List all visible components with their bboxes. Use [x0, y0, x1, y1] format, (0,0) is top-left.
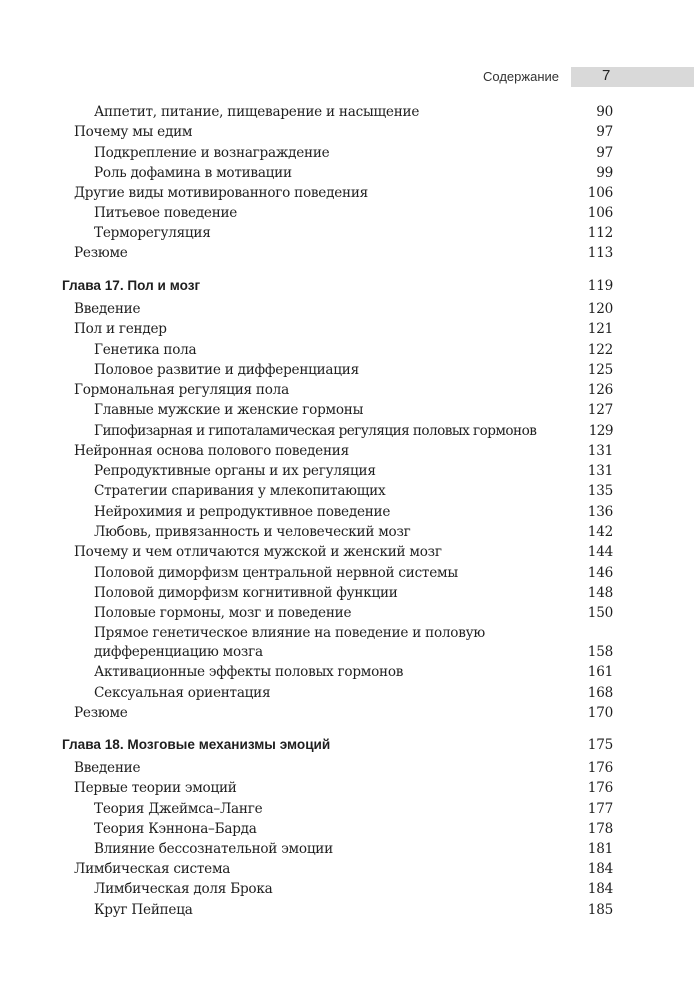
toc-entry-title: Роль дофамина в мотивации: [94, 165, 292, 181]
toc-entry-page: 97: [596, 124, 613, 140]
chapter-title: Глава 18. Мозговые механизмы эмоций: [62, 737, 331, 752]
toc-entry: [0, 461, 694, 481]
toc-entry-page: 112: [587, 225, 613, 241]
toc-entry-title: дифференциацию мозга: [94, 644, 263, 660]
toc-entry: [0, 400, 694, 420]
toc-entry-page: 99: [596, 165, 613, 181]
toc-entry: [0, 839, 694, 859]
toc-entry-page: 184: [587, 861, 613, 877]
toc-entry: [0, 603, 694, 623]
toc-entry-title: Подкрепление и вознаграждение: [94, 145, 330, 161]
toc-entry-page: 168: [587, 685, 613, 701]
toc-entry-title: Круг Пейпеца: [94, 902, 193, 918]
toc-entry-title: Гипофизарная и гипоталамическая регуляция половых гормонов: [94, 423, 537, 439]
toc-entry: [0, 340, 694, 360]
toc-entry-page: 144: [587, 544, 613, 560]
chapter-heading: [0, 276, 694, 296]
toc-entry-title: Активационные эффекты половых гормонов: [94, 664, 404, 680]
toc-entry-page: 97: [596, 145, 613, 161]
toc-entry: [0, 243, 694, 263]
toc-entry: [0, 143, 694, 163]
running-header-title: Содержание: [483, 69, 559, 84]
toc-entry-title: Питьевое поведение: [94, 205, 238, 221]
toc-entry: [0, 522, 694, 542]
toc-entry-page: 181: [587, 841, 613, 857]
toc-entry-title: Аппетит, питание, пищеварение и насыщение: [94, 104, 420, 120]
toc-entry-title: Главные мужские и женские гормоны: [94, 402, 364, 418]
toc-entry-page: 176: [587, 780, 613, 796]
toc-entry: [0, 319, 694, 339]
toc-entry-title: Прямое генетическое влияние на поведение и половую: [94, 625, 485, 641]
toc-entry-page: 150: [587, 605, 613, 621]
toc-entry: [0, 778, 694, 798]
toc-entry: [0, 441, 694, 461]
toc-entry-page: 185: [587, 902, 613, 918]
toc-entry: [0, 799, 694, 819]
chapter-heading: [0, 735, 694, 755]
toc-entry-page: 184: [587, 881, 613, 897]
toc-entry: [0, 879, 694, 899]
toc-entry-title: Первые теории эмоций: [74, 780, 237, 796]
toc-entry-title: Половой диморфизм когнитивной функции: [94, 585, 398, 601]
toc-entry-title: Влияние бессознательной эмоции: [94, 841, 333, 857]
toc-entry: [0, 859, 694, 879]
toc-entry-title: Терморегуляция: [94, 225, 211, 241]
toc-entry: [0, 703, 694, 723]
toc-entry: [0, 203, 694, 223]
toc-entry-title: Теория Кэннона–Барда: [94, 821, 257, 837]
page-number-bar: [571, 67, 694, 87]
toc-entry: [0, 502, 694, 522]
toc-entry-title: Генетика пола: [94, 342, 197, 358]
toc-entry-page: 122: [587, 342, 613, 358]
toc-entry-page: 127: [587, 402, 613, 418]
toc-entry: [0, 299, 694, 319]
toc-entry-page: 161: [587, 664, 613, 680]
toc-entry: [0, 122, 694, 142]
toc-entry: [0, 163, 694, 183]
toc-entry-page: 136: [587, 504, 613, 520]
toc-entry-page: 177: [587, 801, 613, 817]
toc-entry-title: Нейронная основа полового поведения: [74, 443, 349, 459]
toc-entry-page: 158: [587, 644, 613, 660]
toc-entry: [0, 563, 694, 583]
toc-entry-title: Почему мы едим: [74, 124, 193, 140]
toc-entry: [0, 819, 694, 839]
toc-entry: [0, 102, 694, 122]
toc-entry-title: Нейрохимия и репродуктивное поведение: [94, 504, 391, 520]
toc-entry-title: Введение: [74, 301, 141, 317]
toc-entry-page: 131: [587, 463, 613, 479]
toc-entry: [0, 758, 694, 778]
toc-entry-title: Половое развитие и дифференциация: [94, 362, 359, 378]
toc-entry-page: 135: [587, 483, 613, 499]
toc-entry-page: 113: [587, 245, 613, 261]
toc-entry-title: Любовь, привязанность и человеческий мозг: [94, 524, 411, 540]
toc-entry: [0, 421, 694, 441]
toc-entry-title: Половой диморфизм центральной нервной системы: [94, 565, 458, 581]
toc-entry-title: Почему и чем отличаются мужской и женский мозг: [74, 544, 442, 560]
page-number: 7: [602, 67, 611, 84]
toc-entry-page: 121: [587, 321, 613, 337]
toc-entry-page: 178: [587, 821, 613, 837]
toc-entry: [0, 662, 694, 682]
toc-entry-title: Теория Джеймса–Ланге: [94, 801, 263, 817]
toc-entry-title: Половые гормоны, мозг и поведение: [94, 605, 352, 621]
toc-entry-page: 126: [587, 382, 613, 398]
toc-entry-page: 125: [587, 362, 613, 378]
running-header: [0, 67, 694, 87]
toc-entry-page: 131: [587, 443, 613, 459]
toc-entry-title: Другие виды мотивированного поведения: [74, 185, 368, 201]
toc-entry: [0, 481, 694, 501]
toc-entry: [0, 623, 694, 643]
toc-entry: [0, 183, 694, 203]
toc-entry-page: 146: [587, 565, 613, 581]
toc-entry-title: Лимбическая доля Брока: [94, 881, 273, 897]
toc-entry-page: 142: [587, 524, 613, 540]
toc-entry: [0, 683, 694, 703]
toc-entry-page: 129: [588, 423, 613, 439]
toc-entry-page: 90: [596, 104, 613, 120]
toc-entry-page: 106: [587, 185, 613, 201]
toc-entry-title: Резюме: [74, 245, 128, 261]
toc-entry-title: Стратегии спаривания у млекопитающих: [94, 483, 386, 499]
toc-entry-title: Резюме: [74, 705, 128, 721]
chapter-title: Глава 17. Пол и мозг: [62, 278, 201, 293]
toc-entry-title: Пол и гендер: [74, 321, 167, 337]
toc-entry-page: 148: [587, 585, 613, 601]
toc-entry-title: Репродуктивные органы и их регуляция: [94, 463, 376, 479]
toc-entry: [0, 360, 694, 380]
toc-entry-page: 120: [587, 301, 613, 317]
toc-entry-page: 106: [587, 205, 613, 221]
toc-entry: [0, 900, 694, 920]
toc-entry: [0, 380, 694, 400]
toc-entry-page: 176: [587, 760, 613, 776]
toc-entry: [0, 223, 694, 243]
chapter-page: 119: [587, 278, 613, 294]
toc-entry-page: 170: [587, 705, 613, 721]
toc-entry-title: Сексуальная ориентация: [94, 685, 271, 701]
toc-entry: [0, 642, 694, 662]
toc-entry-title: Гормональная регуляция пола: [74, 382, 289, 398]
chapter-page: 175: [587, 737, 613, 753]
toc-entry: [0, 542, 694, 562]
toc-entry: [0, 583, 694, 603]
toc-entry-title: Лимбическая система: [74, 861, 231, 877]
toc-entry-title: Введение: [74, 760, 141, 776]
